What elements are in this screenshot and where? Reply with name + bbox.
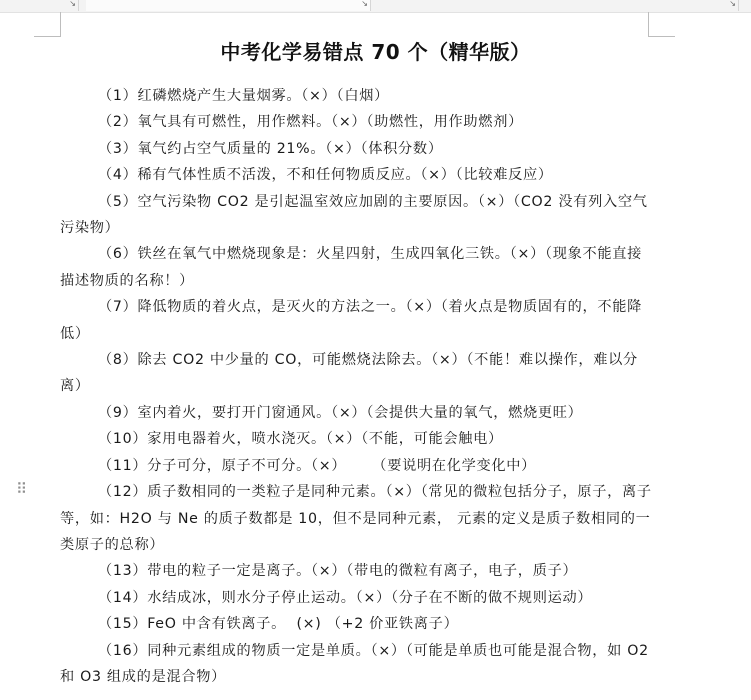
list-item: （2）氧气具有可燃性，用作燃料。（×）（助燃性，用作助燃剂） — [98, 114, 523, 131]
ruler-segment — [86, 0, 371, 11]
ruler-arrow-icon: ↘ — [69, 0, 76, 8]
list-item: （8）除去 CO2 中少量的 CO，可能燃烧法除去。（×）（不能！难以操作，难以分离） — [60, 352, 638, 395]
top-ruler-strip — [0, 0, 751, 13]
list-item: （6）铁丝在氧气中燃烧现象是：火星四射，生成四氧化三铁。（×）（现象不能直接描述物质的名称！） — [60, 246, 643, 289]
list-item: （14）水结成冰，则水分子停止运动。（×）（分子在不断的做不规则运动） — [98, 589, 593, 606]
list-item: （12）质子数相同的一类粒子是同种元素。（×）（常见的微粒包括分子，原子，离子等，如：H2O 与 Ne 的质子数都是 10，但不是同种元素， 元素的定义是质子数相同的一类原子的总称） — [60, 484, 652, 553]
list-item: （9）室内着火，要打开门窗通风。（×）（会提供大量的氧气，燃烧更旺） — [98, 404, 583, 421]
ruler-arrow-icon: ↘ — [729, 0, 736, 8]
page-margin-corner-right — [648, 12, 675, 37]
drag-handle-icon[interactable]: ⠿ — [16, 480, 25, 498]
ruler-segment — [0, 0, 79, 11]
list-item: （16）同种元素组成的物质一定是单质。（×）（可能是单质也可能是混合物，如 O2 和 O3 组成的是混合物） — [60, 642, 649, 685]
list-item: （15）FeO 中含有铁离子。 (×) （+2 价亚铁离子） — [98, 616, 459, 633]
ruler-arrow-icon: ↘ — [361, 0, 368, 8]
list-item: （11）分子可分，原子不可分。（×） （要说明在化学变化中） — [98, 457, 537, 474]
list-item: （5）空气污染物 CO2 是引起温室效应加剧的主要原因。（×）（CO2 没有列入空气污染物） — [60, 193, 648, 237]
list-item: （7）降低物质的着火点，是灭火的方法之一。（×）（着火点是物质固有的，不能降低） — [60, 299, 643, 342]
page-margin-corner-left — [34, 12, 61, 37]
list-item: （13）带电的粒子一定是离子。（×）（带电的微粒有离子，电子，质子） — [98, 563, 578, 580]
ruler-segment — [378, 0, 739, 11]
list-item: （4）稀有气体性质不活泼，不和任何物质反应。（×）（比较难反应） — [98, 167, 553, 184]
list-item: （10）家用电器着火，喷水浇灭。（×）（不能，可能会触电） — [98, 431, 503, 448]
page-title: 中考化学易错点 70 个（精华版） — [220, 40, 531, 64]
list-item: （1）红磷燃烧产生大量烟雾。（×）（白烟） — [98, 88, 389, 104]
document-body — [60, 83, 656, 690]
list-item: （3）氧气约占空气质量的 21%。（×）（体积分数） — [98, 140, 443, 157]
